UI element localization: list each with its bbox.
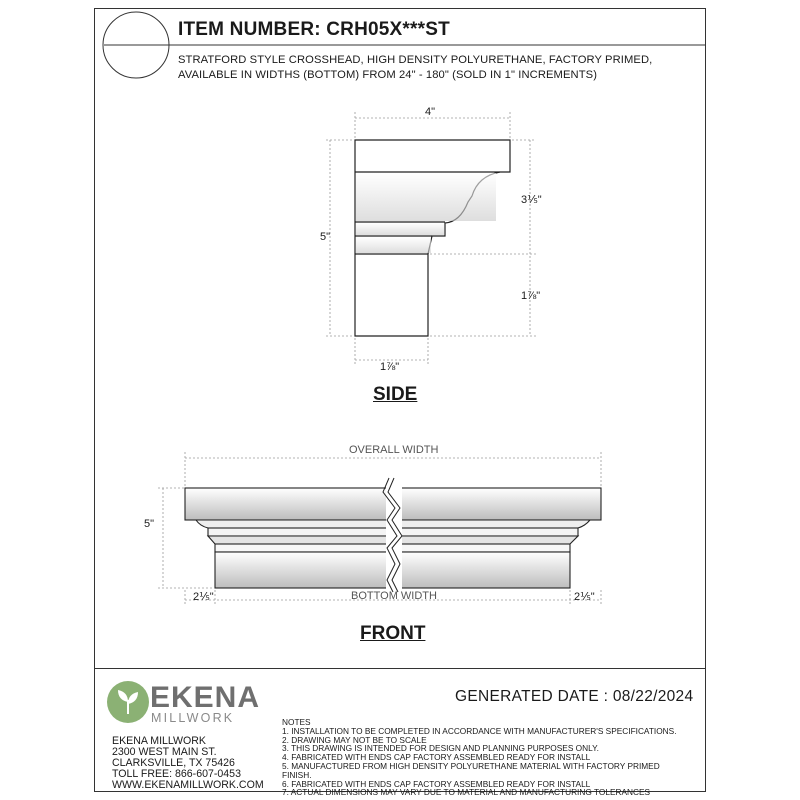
front-right-overhang-dim: 2⅕" bbox=[574, 591, 595, 603]
description-line-2: AVAILABLE IN WIDTHS (BOTTOM) FROM 24" - 180" (SOLD IN 1" INCREMENTS) bbox=[178, 69, 598, 81]
address-line: WWW.EKENAMILLWORK.COM bbox=[112, 779, 264, 791]
front-view-label: FRONT bbox=[360, 623, 426, 644]
item-number-title: ITEM NUMBER: CRH05X***ST bbox=[178, 19, 450, 40]
side-total-height-dim: 5" bbox=[320, 231, 331, 243]
address-line: TOLL FREE: 866-607-0453 bbox=[112, 768, 241, 780]
note-item: 5. MANUFACTURED FROM HIGH DENSITY POLYURETHANE MATERIAL WITH FACTORY PRIMED bbox=[282, 760, 660, 771]
description-line-1: STRATFORD STYLE CROSSHEAD, HIGH DENSITY POLYURETHANE, FACTORY PRIMED, bbox=[178, 54, 653, 66]
note-item: 1. INSTALLATION TO BE COMPLETED IN ACCORDANCE WITH MANUFACTURER'S SPECIFICATIONS. bbox=[282, 725, 677, 736]
note-item: 4. FABRICATED WITH ENDS CAP FACTORY ASSEMBLED READY FOR INSTALL bbox=[282, 752, 591, 763]
notes-block bbox=[282, 718, 702, 797]
company-address bbox=[112, 736, 264, 791]
note-item: 3. THIS DRAWING IS INTENDED FOR DESIGN AND PLANNING PURPOSES ONLY. bbox=[282, 743, 599, 754]
generated-date: GENERATED DATE : 08/22/2024 bbox=[455, 688, 694, 705]
note-item: 2. DRAWING MAY NOT BE TO SCALE bbox=[282, 734, 427, 745]
address-line: CLARKSVILLE, TX 75426 bbox=[112, 757, 235, 769]
front-bottom-width-dim: BOTTOM WIDTH bbox=[351, 590, 437, 602]
notes-title: NOTES bbox=[282, 717, 311, 727]
address-line: 2300 WEST MAIN ST. bbox=[112, 746, 217, 758]
side-upper-height-dim: 3⅕" bbox=[521, 194, 542, 206]
logo-wordmark: EKENA bbox=[150, 681, 261, 714]
footer-divider bbox=[94, 668, 706, 669]
note-item: 6. FABRICATED WITH ENDS CAP FACTORY ASSEMBLED READY FOR INSTALL bbox=[282, 778, 591, 789]
front-overall-width-dim: OVERALL WIDTH bbox=[349, 444, 439, 456]
side-top-width-dim: 4" bbox=[425, 106, 436, 118]
address-line: EKENA MILLWORK bbox=[112, 735, 206, 747]
leaf-logo-icon bbox=[106, 680, 150, 724]
front-left-overhang-dim: 2⅕" bbox=[193, 591, 214, 603]
front-height-dim: 5" bbox=[144, 518, 155, 530]
side-bottom-width-dim: 1⅞" bbox=[380, 361, 400, 373]
note-item: 7. ACTUAL DIMENSIONS MAY VARY DUE TO MATERIAL AND MANUFACTURING TOLERANCES bbox=[282, 787, 651, 798]
note-item: FINISH. bbox=[282, 769, 312, 780]
side-view-label: SIDE bbox=[373, 384, 418, 405]
logo-subtitle: MILLWORK bbox=[151, 711, 235, 725]
side-lower-height-dim: 1⅞" bbox=[521, 290, 541, 302]
